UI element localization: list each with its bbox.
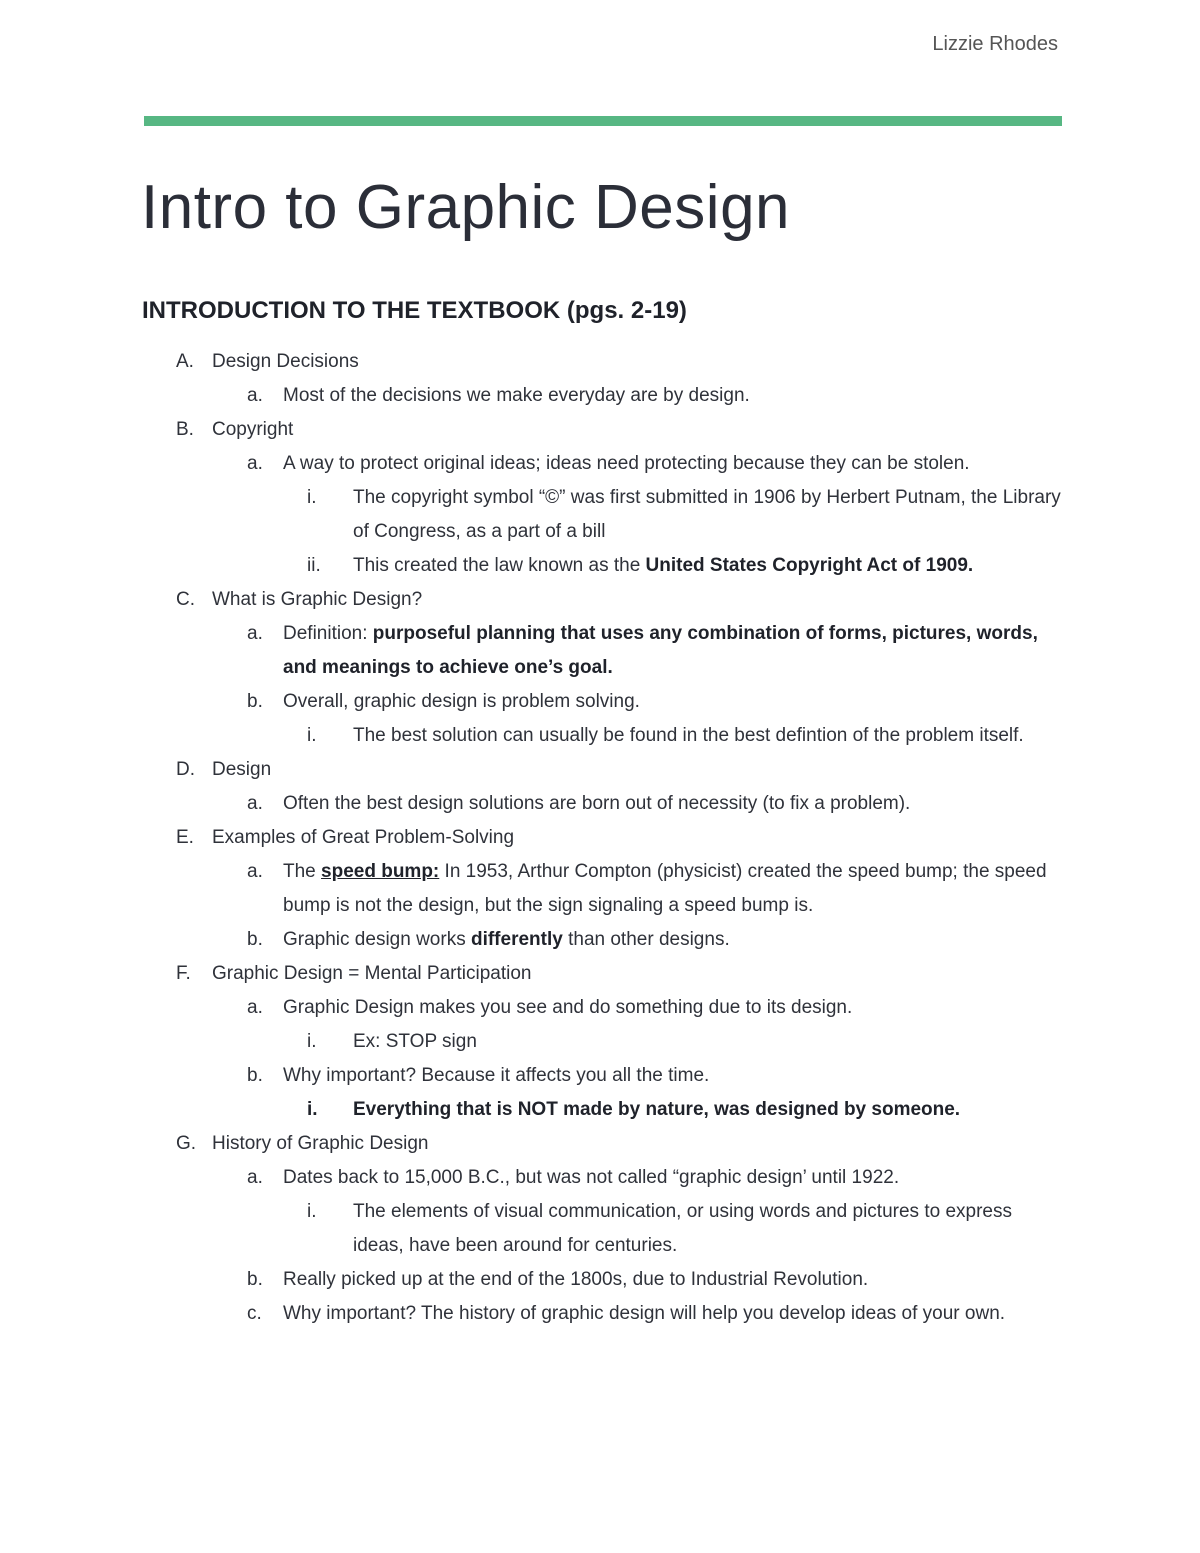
outline-subitem — [0, 617, 1200, 685]
list-item-text: What is Graphic Design? — [212, 589, 423, 610]
outline-item-b — [0, 413, 1200, 447]
list-item-text: The elements of visual communication, or using words and pictures to express ideas, have been around for centuries. — [353, 1201, 1012, 1256]
list-item-text: Graphic Design = Mental Participation — [212, 963, 532, 984]
outline-item-f — [0, 957, 1200, 991]
list-item-text — [283, 923, 1063, 957]
list-item-text — [283, 855, 1063, 923]
speed-bump-term: speed bump: — [321, 861, 440, 882]
author-name: Lizzie Rhodes — [932, 33, 1058, 55]
list-marker: a. — [247, 1167, 263, 1188]
outline-subitem — [0, 685, 1200, 719]
list-marker: ii. — [307, 555, 321, 576]
list-item-text: Graphic Design makes you see and do something due to its design. — [283, 997, 853, 1018]
list-marker: B. — [176, 419, 194, 440]
definition-text: purposeful planning that uses any combination of forms, pictures, words, and meanings to achieve one’s goal. — [283, 623, 1038, 678]
list-item-text: Often the best design solutions are born out of necessity (to fix a problem). — [283, 793, 911, 814]
outline-subitem — [0, 855, 1200, 923]
outline-subitem — [0, 379, 1200, 413]
list-item-text: Copyright — [212, 419, 294, 440]
outline-subitem — [0, 1263, 1200, 1297]
outline-subitem — [0, 923, 1200, 957]
bold-text: Everything that is NOT made by nature, was designed by someone. — [353, 1099, 961, 1120]
outline-subsubitem — [0, 549, 1200, 583]
list-item-text — [353, 549, 1063, 583]
outline-subsubitem — [0, 481, 1200, 549]
list-item-text: The copyright symbol “©” was first submitted in 1906 by Herbert Putnam, the Library of Congress, as a part of a bill — [353, 487, 1061, 542]
outline-subitem — [0, 1161, 1200, 1195]
list-marker: i. — [307, 1099, 318, 1120]
text-run: Graphic design works — [283, 929, 471, 950]
outline-subsubitem — [0, 1093, 1200, 1127]
list-marker: E. — [176, 827, 194, 848]
text-run: In 1953, Arthur Compton (physicist) created the speed bump; the speed bump is not the design, but the sign signaling a speed bump is. — [283, 861, 1047, 916]
list-marker: D. — [176, 759, 195, 780]
outline-subitem — [0, 787, 1200, 821]
accent-rule — [144, 116, 1062, 126]
list-marker: i. — [307, 487, 317, 508]
list-item-text: Most of the decisions we make everyday are by design. — [283, 385, 750, 406]
outline-subsubitem — [0, 719, 1200, 753]
list-marker: c. — [247, 1303, 262, 1324]
list-item-text: History of Graphic Design — [212, 1133, 429, 1154]
list-item-text: The best solution can usually be found in the best defintion of the problem itself. — [353, 725, 1024, 746]
list-item-text: Why important? Because it affects you all the time. — [283, 1065, 710, 1086]
text-run: This created the law known as the — [353, 555, 646, 576]
list-marker: A. — [176, 351, 194, 372]
outline-subitem — [0, 991, 1200, 1025]
text-run: Definition: — [283, 623, 373, 644]
outline-subsubitem — [0, 1195, 1200, 1263]
section-heading: INTRODUCTION TO THE TEXTBOOK (pgs. 2-19) — [142, 297, 687, 324]
list-item-text — [353, 1093, 1063, 1127]
list-item-text: Dates back to 15,000 B.C., but was not called “graphic design’ until 1922. — [283, 1167, 900, 1188]
list-marker: b. — [247, 1269, 263, 1290]
outline-item-g — [0, 1127, 1200, 1161]
bold-text: United States Copyright Act of 1909. — [645, 555, 974, 576]
list-item-text: Examples of Great Problem-Solving — [212, 827, 515, 848]
list-item-text: A way to protect original ideas; ideas need protecting because they can be stolen. — [283, 453, 970, 474]
bold-text: differently — [470, 929, 563, 950]
list-marker: i. — [307, 1031, 317, 1052]
list-marker: a. — [247, 997, 263, 1018]
page-title: Intro to Graphic Design — [141, 173, 791, 242]
list-item-text: Ex: STOP sign — [353, 1031, 477, 1052]
list-item-text: Really picked up at the end of the 1800s, due to Industrial Revolution. — [283, 1269, 869, 1290]
list-marker: i. — [307, 1201, 317, 1222]
list-marker: C. — [176, 589, 195, 610]
list-marker: b. — [247, 691, 263, 712]
outline-subsubitem — [0, 1025, 1200, 1059]
outline-subitem — [0, 447, 1200, 481]
list-marker: b. — [247, 1065, 263, 1086]
list-marker: a. — [247, 453, 263, 474]
text-run: The — [283, 861, 322, 882]
outline-subitem — [0, 1297, 1200, 1331]
list-item-text: Design Decisions — [212, 351, 359, 372]
list-marker: a. — [247, 793, 263, 814]
outline-item-c — [0, 583, 1200, 617]
list-marker: F. — [176, 963, 191, 984]
list-marker: a. — [247, 623, 263, 644]
list-item-text: Design — [212, 759, 272, 780]
outline-item-e — [0, 821, 1200, 855]
list-marker: b. — [247, 929, 263, 950]
list-item-text: Overall, graphic design is problem solving. — [283, 691, 640, 712]
list-marker: G. — [176, 1133, 197, 1154]
outline-item-a — [0, 345, 1200, 379]
list-item-text: Why important? The history of graphic design will help you develop ideas of your own. — [283, 1303, 1006, 1324]
list-marker: i. — [307, 725, 317, 746]
list-marker: a. — [247, 861, 263, 882]
outline-list — [0, 345, 1200, 1331]
list-item-text — [283, 617, 1063, 685]
outline-item-d — [0, 753, 1200, 787]
outline-subitem — [0, 1059, 1200, 1093]
text-run: than other designs. — [562, 929, 730, 950]
list-marker: a. — [247, 385, 263, 406]
